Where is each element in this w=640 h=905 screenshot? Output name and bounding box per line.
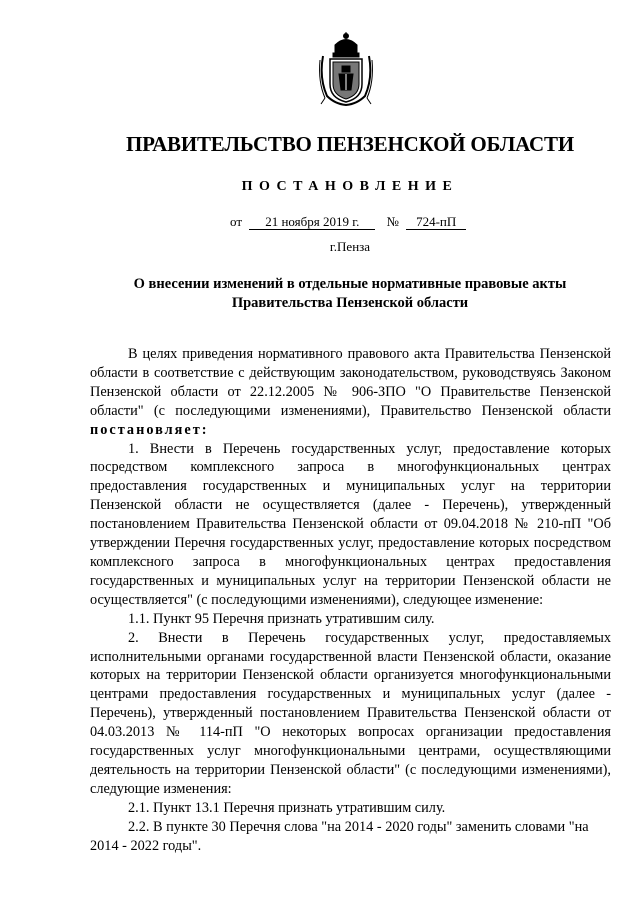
item-1-paragraph: 1. Внести в Перечень государственных услуг, предоставление которых посредством комплексного запроса в многофункциональных центрах предоставления государственных и муниципальных услуг на территории Пензенской области не осуществляется (далее - Перечень), утвержденный постановлением Правительства Пензенской области от 09.04.2018 № 210-пП "Об утверждении Перечня государственных услуг, предоставление которых посредством комплексного запроса в многофункциональных центрах предоставления государственных и муниципальных услуг на территории Пензенской области не осуществляется" (с последующими изменениями), следующее изменение: (90, 440, 611, 608)
item-2-1-paragraph: 2.1. Пункт 13.1 Перечня признать утратившим силу. (128, 799, 446, 816)
intro-paragraph (90, 345, 611, 440)
subject-line-2: Правительства Пензенской области (231, 295, 469, 311)
item-1-1-paragraph: 1.1. Пункт 95 Перечня признать утратившим силу. (128, 610, 435, 627)
item-2-2-paragraph: 2.2. В пункте 30 Перечня слова "на 2014 - 2020 годы" заменить словами "на 2014 - 2022 годы". (90, 818, 589, 854)
government-title: ПРАВИТЕЛЬСТВО ПЕНЗЕНСКОЙ ОБЛАСТИ (126, 132, 574, 156)
document-type-heading: ПОСТАНОВЛЕНИЕ (241, 179, 459, 194)
item-2-paragraph: 2. Внести в Перечень государственных услуг, предоставляемых исполнительными органами государственной власти Пензенской области, оказание которых на территории Пензенской области организуется многофункциональными центрами предоставления государственных и муниципальных услуг (далее - Перечень), утвержденный постановлением Правительства Пензенской области от 04.03.2013 № 114-пП "О некоторых вопросах организации предоставления государственных услуг многофункциональными центрами, осуществляющими деятельность на территории Пензенской области" (с последующими изменениями), следующие изменения: (90, 629, 611, 797)
date-number-line (230, 214, 466, 230)
document-subject (90, 275, 610, 313)
document-date: 21 ноября 2019 г. (249, 214, 375, 230)
document-body (90, 345, 611, 855)
number-prefix: № (386, 214, 399, 229)
coat-of-arms-emblem (317, 32, 375, 106)
intro-text: В целях приведения нормативного правового акта Правительства Пензенской области в соответствие с действующим законодательством, руководствуясь Законом Пензенской области от 22.12.2005 № 906-ЗПО "О Правительстве Пензенской области" (с последующими изменениями), Правительство Пензенской области (90, 346, 611, 419)
decree-word: постановляет: (90, 421, 209, 438)
document-number: 724-пП (406, 214, 466, 230)
subject-line-1: О внесении изменений в отдельные нормативные правовые акты (133, 276, 567, 292)
city-label: г.Пенза (329, 239, 371, 254)
date-prefix: от (230, 214, 243, 229)
